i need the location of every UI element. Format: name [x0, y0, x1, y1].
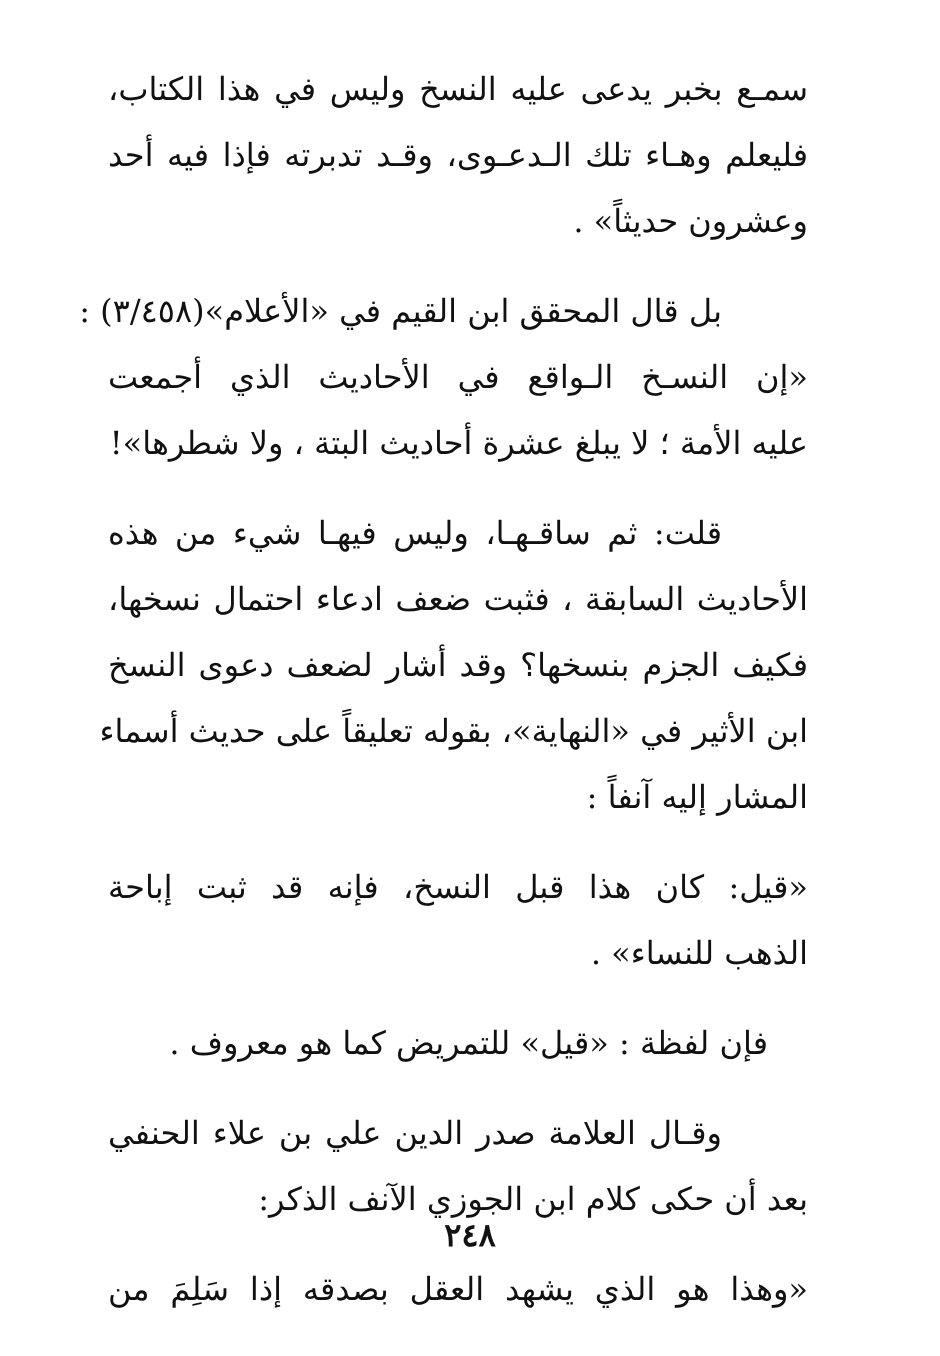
quote-paragraph — [108, 854, 808, 986]
text-line: فليعلم وهـاء تلك الـدعـوى، وقـد تدبرته فإذا فيه أحد — [108, 136, 808, 174]
text-line: سمـع بخبر يدعى عليه النسخ وليس في هذا الكتاب، — [108, 70, 808, 108]
quote-paragraph — [108, 1256, 808, 1322]
paragraph — [108, 1010, 808, 1076]
quote-paragraph — [108, 344, 808, 476]
text-line: فكيف الجزم بنسخها؟ وقد أشار لضعف دعوى النسخ — [108, 646, 808, 684]
paragraph — [108, 1100, 808, 1232]
text-line: فإن لفظة : «قيل» للتمريض كما هو معروف . — [169, 1024, 768, 1062]
text-line: «قيل: كان هذا قبل النسخ، فإنه قد ثبت إباحة — [108, 868, 808, 906]
text-line: وعشرون حديثاً» . — [573, 202, 808, 240]
text-line: الأحاديث السابقة ، فثبت ضعف ادعاء احتمال نسخها، — [108, 580, 808, 618]
paragraph — [108, 56, 808, 254]
page-text — [79, 56, 808, 1322]
text-line: بعد أن حكى كلام ابن الجوزي الآنف الذكر: — [258, 1180, 808, 1218]
paragraph — [79, 278, 808, 344]
page-number: ٢٤٨ — [444, 1216, 496, 1254]
text-line: بل قال المحقق ابن القيم في «الأعلام»(٣/٤٥٨) : — [79, 292, 722, 330]
text-line: وقـال العلامة صدر الدين علي بن علاء الحنفي — [108, 1114, 722, 1152]
text-line: الذهب للنساء» . — [590, 934, 808, 972]
text-line: ابن الأثير في «النهاية»، بقوله تعليقاً على حديث أسماء — [99, 712, 808, 750]
text-line: «وهذا هو الذي يشهد العقل بصدقه إذا سَلِمَ من — [108, 1270, 808, 1308]
text-line: المشار إليه آنفاً : — [586, 778, 808, 816]
paragraph — [99, 500, 808, 830]
text-line: «إن النسـخ الـواقع في الأحاديث الذي أجمعت — [108, 358, 808, 396]
text-line: قلت: ثم ساقـهـا، وليس فيهـا شيء من هذه — [108, 514, 722, 552]
text-line: عليه الأمة ؛ لا يبلغ عشرة أحاديث البتة ، ولا شطرها»! — [109, 424, 808, 462]
